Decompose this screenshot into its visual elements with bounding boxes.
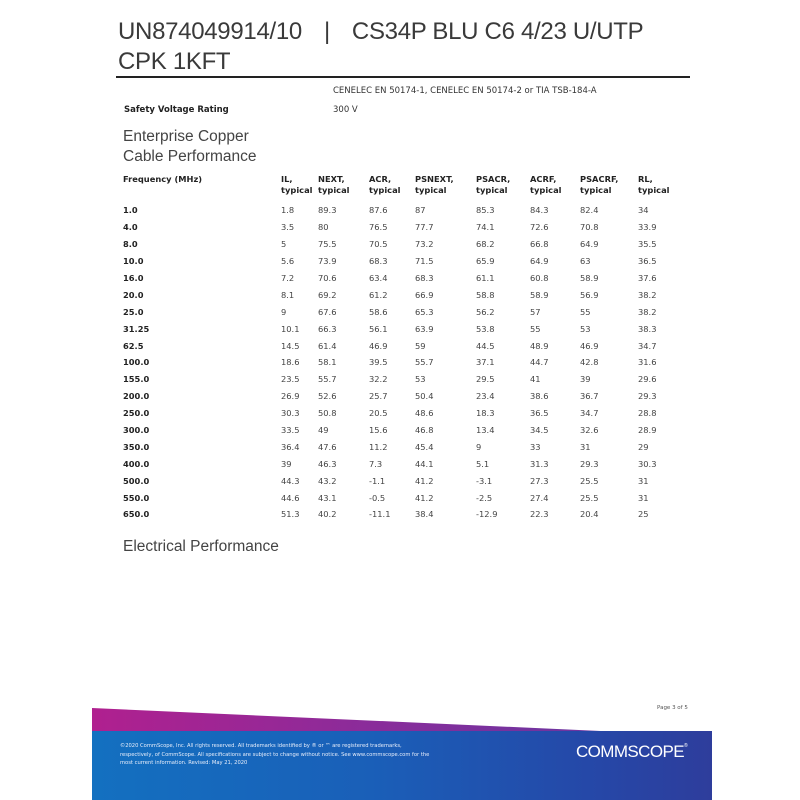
cell-acrf: 27.3 [530,475,549,486]
cell-acrf: 58.9 [530,289,549,300]
cell-acr: 61.2 [369,289,388,300]
table-row [123,472,678,489]
cell-acr: 20.5 [369,408,388,419]
cell-acr: 15.6 [369,425,388,436]
cell-psacrf: 32.6 [580,425,599,436]
cell-next: 58.1 [318,357,337,368]
cell-next: 43.2 [318,475,337,486]
col-header-rl: RL, typical [638,174,670,195]
performance-table-body [123,202,678,523]
table-row [123,253,678,270]
cell-frequency: 155.0 [123,374,150,385]
cell-psacr: 53.8 [476,323,495,334]
cell-rl: 36.5 [638,256,657,267]
cell-rl: 30.3 [638,458,657,469]
cell-psnext: 50.4 [415,391,434,402]
footer-banner [92,708,712,800]
table-row [123,202,678,219]
col-header-acrf: ACRF, typical [530,174,562,195]
cell-acr: 58.6 [369,306,388,317]
cell-psnext: 44.1 [415,458,434,469]
cell-frequency: 10.0 [123,256,144,267]
cell-psacrf: 29.3 [580,458,599,469]
cell-psnext: 53 [415,374,426,385]
cell-psnext: 66.9 [415,289,434,300]
cell-psacrf: 25.5 [580,492,599,503]
cell-psacrf: 42.8 [580,357,599,368]
cell-next: 70.6 [318,273,337,283]
cell-rl: 28.9 [638,425,657,436]
cell-rl: 31 [638,492,649,503]
cell-il: 39 [281,458,292,469]
copyright-line-3: most current information. Revised: May 21, 2020 [120,760,248,766]
cell-il: 26.9 [281,391,300,402]
cell-frequency: 4.0 [123,222,138,233]
cell-frequency: 350.0 [123,441,150,452]
cell-psacr: 44.5 [476,340,495,351]
commscope-logo [576,742,687,762]
cell-psacr: 65.9 [476,256,495,267]
cell-il: 5 [281,239,287,250]
cell-rl: 29 [638,441,649,452]
cell-psnext: 65.3 [415,306,434,317]
cell-next: 73.9 [318,256,337,267]
cell-il: 3.5 [281,222,295,233]
standards-value: CENELEC EN 50174-1, CENELEC EN 50174-2 or TIA TSB-184-A [333,86,597,96]
cell-il: 51.3 [281,509,300,520]
cell-frequency: 1.0 [123,205,138,216]
cell-acr: 39.5 [369,357,388,368]
cell-frequency: 100.0 [123,357,150,368]
cell-rl: 38.3 [638,323,657,334]
safety-voltage-label: Safety Voltage Rating [124,105,229,115]
performance-title-line-2: Cable Performance [123,148,257,165]
cell-frequency: 650.0 [123,509,150,520]
cell-psacr: 23.4 [476,391,495,402]
cell-acr: 7.3 [369,458,383,469]
cell-il: 10.1 [281,323,300,334]
cell-next: 89.3 [318,205,337,216]
col-header-frequency: Frequency (MHz) [123,174,203,184]
cell-frequency: 8.0 [123,239,138,250]
col-header-next: NEXT, typical [318,174,350,195]
cell-il: 18.6 [281,357,300,368]
cell-rl: 29.3 [638,391,657,402]
cell-acrf: 33 [530,441,541,452]
cell-acrf: 55 [530,323,541,334]
product-name: CS34P BLU C6 4/23 U/UTP [351,18,644,45]
cell-acrf: 48.9 [530,340,549,351]
cell-frequency: 20.0 [123,289,144,300]
performance-table [123,174,678,523]
cell-psacrf: 55 [580,306,591,317]
cell-il: 23.5 [281,374,300,385]
cell-acrf: 44.7 [530,357,549,368]
cell-il: 5.6 [281,256,295,267]
cell-psnext: 48.6 [415,408,434,419]
cell-psacr: 74.1 [476,222,495,233]
cell-psacrf: 58.9 [580,273,599,283]
cell-psnext: 73.2 [415,239,434,250]
table-row [123,270,678,287]
cell-acrf: 41 [530,374,541,385]
cell-il: 14.5 [281,340,300,351]
table-row [123,438,678,455]
safety-voltage-value: 300 V [333,105,358,115]
logo-text: COMMSCOPE [576,742,684,761]
cell-psnext: 41.2 [415,475,434,486]
cell-psnext: 45.4 [415,441,434,452]
cell-psnext: 77.7 [415,222,434,233]
product-name-line-2: CPK 1KFT [118,48,231,75]
cell-acr: 68.3 [369,256,388,267]
cell-psacrf: 64.9 [580,239,599,250]
cell-psacr: 18.3 [476,408,495,419]
cell-next: 67.6 [318,306,337,317]
page-title [118,17,698,77]
cell-next: 47.6 [318,441,337,452]
cell-rl: 31.6 [638,357,657,368]
cell-psacrf: 34.7 [580,408,599,419]
cell-psnext: 38.4 [415,509,434,520]
cell-acrf: 72.6 [530,222,549,233]
cell-psacr: -12.9 [476,509,498,520]
table-row [123,320,678,337]
cell-acrf: 31.3 [530,458,549,469]
cell-psnext: 46.8 [415,425,434,436]
performance-section-title [123,127,257,167]
cell-psacrf: 46.9 [580,340,599,351]
cell-acr: 70.5 [369,239,388,250]
cell-il: 7.2 [281,273,295,283]
cell-rl: 33.9 [638,222,657,233]
cell-acr: 32.2 [369,374,388,385]
table-row [123,489,678,506]
table-row [123,219,678,236]
cell-acrf: 34.5 [530,425,549,436]
cell-psacrf: 39 [580,374,591,385]
cell-il: 9 [281,306,287,317]
cell-next: 66.3 [318,323,337,334]
cell-acr: 63.4 [369,273,388,283]
cell-psnext: 87 [415,205,426,216]
cell-psacr: -3.1 [476,475,493,486]
cell-psacr: -2.5 [476,492,493,503]
cell-psacrf: 70.8 [580,222,599,233]
cell-il: 36.4 [281,441,300,452]
cell-acr: 87.6 [369,205,388,216]
cell-psacr: 13.4 [476,425,495,436]
copyright-line-1: ©2020 CommScope, Inc. All rights reserved. All trademarks identified by ® or ™ are registered trademarks, [120,743,402,749]
table-row [123,337,678,354]
cell-rl: 35.5 [638,239,657,250]
cell-rl: 31 [638,475,649,486]
cell-acr: -11.1 [369,509,391,520]
cell-next: 75.5 [318,239,337,250]
cell-psacrf: 63 [580,256,591,267]
cell-psacr: 68.2 [476,239,495,250]
cell-psacrf: 56.9 [580,289,599,300]
performance-title-line-1: Enterprise Copper [123,128,249,145]
cell-next: 55.7 [318,374,337,385]
col-header-acr: ACR, typical [369,174,401,195]
cell-rl: 38.2 [638,306,657,317]
cell-acrf: 60.8 [530,273,549,283]
cell-next: 69.2 [318,289,337,300]
cell-acrf: 22.3 [530,509,549,520]
cell-acr: 11.2 [369,441,388,452]
cell-psacrf: 31 [580,441,591,452]
cell-next: 49 [318,425,329,436]
cell-rl: 34.7 [638,340,657,351]
cell-next: 46.3 [318,458,337,469]
cell-rl: 29.6 [638,374,657,385]
cell-psacrf: 36.7 [580,391,599,402]
cell-rl: 28.8 [638,408,657,419]
title-line-1 [118,17,698,47]
cell-frequency: 16.0 [123,273,144,283]
cell-psacr: 29.5 [476,374,495,385]
cell-acrf: 57 [530,306,541,317]
cell-psacr: 85.3 [476,205,495,216]
cell-next: 52.6 [318,391,337,402]
cell-rl: 25 [638,509,649,520]
table-row [123,286,678,303]
table-row [123,388,678,405]
cell-frequency: 500.0 [123,475,150,486]
cell-frequency: 550.0 [123,492,150,503]
table-row [123,405,678,422]
cell-psacr: 56.2 [476,306,495,317]
cell-psnext: 68.3 [415,273,434,283]
cell-psacrf: 25.5 [580,475,599,486]
electrical-section-title: Electrical Performance [123,538,279,555]
title-separator: | [323,18,330,45]
cell-acr: -0.5 [369,492,386,503]
cell-frequency: 250.0 [123,408,150,419]
col-header-psnext: PSNEXT, typical [415,174,454,195]
cell-frequency: 31.25 [123,323,150,334]
footer-copyright [120,742,540,768]
cell-acrf: 36.5 [530,408,549,419]
cell-acrf: 38.6 [530,391,549,402]
table-row [123,506,678,523]
cell-next: 80 [318,222,329,233]
cell-frequency: 300.0 [123,425,150,436]
cell-acrf: 84.3 [530,205,549,216]
table-row [123,422,678,439]
cell-acr: -1.1 [369,475,386,486]
cell-psacr: 5.1 [476,458,490,469]
part-number: UN874049914/10 [118,18,302,45]
cell-psnext: 63.9 [415,323,434,334]
copyright-line-2: respectively, of CommScope. All specifications are subject to change without notice. See www.commscope.com for the [120,751,430,758]
col-header-il: IL, typical [281,174,313,195]
cell-il: 30.3 [281,408,300,419]
cell-il: 8.1 [281,289,295,300]
cell-next: 50.8 [318,408,337,419]
cell-psacrf: 82.4 [580,205,599,216]
cell-acr: 56.1 [369,323,388,334]
col-header-psacr: PSACR, typical [476,174,511,195]
cell-il: 1.8 [281,205,295,216]
cell-acr: 25.7 [369,391,388,402]
title-divider [116,76,690,78]
cell-acr: 46.9 [369,340,388,351]
cell-frequency: 25.0 [123,306,144,317]
cell-psacrf: 53 [580,323,591,334]
cell-next: 40.2 [318,509,337,520]
cell-psacr: 9 [476,441,482,452]
table-row [123,354,678,371]
cell-next: 61.4 [318,340,337,351]
cell-psnext: 71.5 [415,256,434,267]
cell-acr: 76.5 [369,222,388,233]
cell-psnext: 55.7 [415,357,434,368]
cell-psacr: 61.1 [476,273,495,283]
table-row [123,455,678,472]
cell-acrf: 64.9 [530,256,549,267]
cell-psacrf: 20.4 [580,509,599,520]
page-number: Page 3 of 5 [657,705,688,711]
cell-il: 44.3 [281,475,300,486]
cell-rl: 38.2 [638,289,657,300]
table-header-row [123,174,678,202]
cell-psnext: 41.2 [415,492,434,503]
cell-il: 33.5 [281,425,300,436]
registered-mark-icon: ® [683,743,688,749]
cell-frequency: 400.0 [123,458,150,469]
cell-rl: 34 [638,205,649,216]
cell-next: 43.1 [318,492,337,503]
cell-acrf: 66.8 [530,239,549,250]
cell-il: 44.6 [281,492,300,503]
table-row [123,371,678,388]
cell-frequency: 62.5 [123,340,144,351]
cell-psnext: 59 [415,340,426,351]
cell-frequency: 200.0 [123,391,150,402]
cell-rl: 37.6 [638,273,657,283]
cell-psacr: 58.8 [476,289,495,300]
cell-psacr: 37.1 [476,357,495,368]
table-row [123,236,678,253]
cell-acrf: 27.4 [530,492,549,503]
col-header-psacrf: PSACRF, typical [580,174,619,195]
table-row [123,303,678,320]
